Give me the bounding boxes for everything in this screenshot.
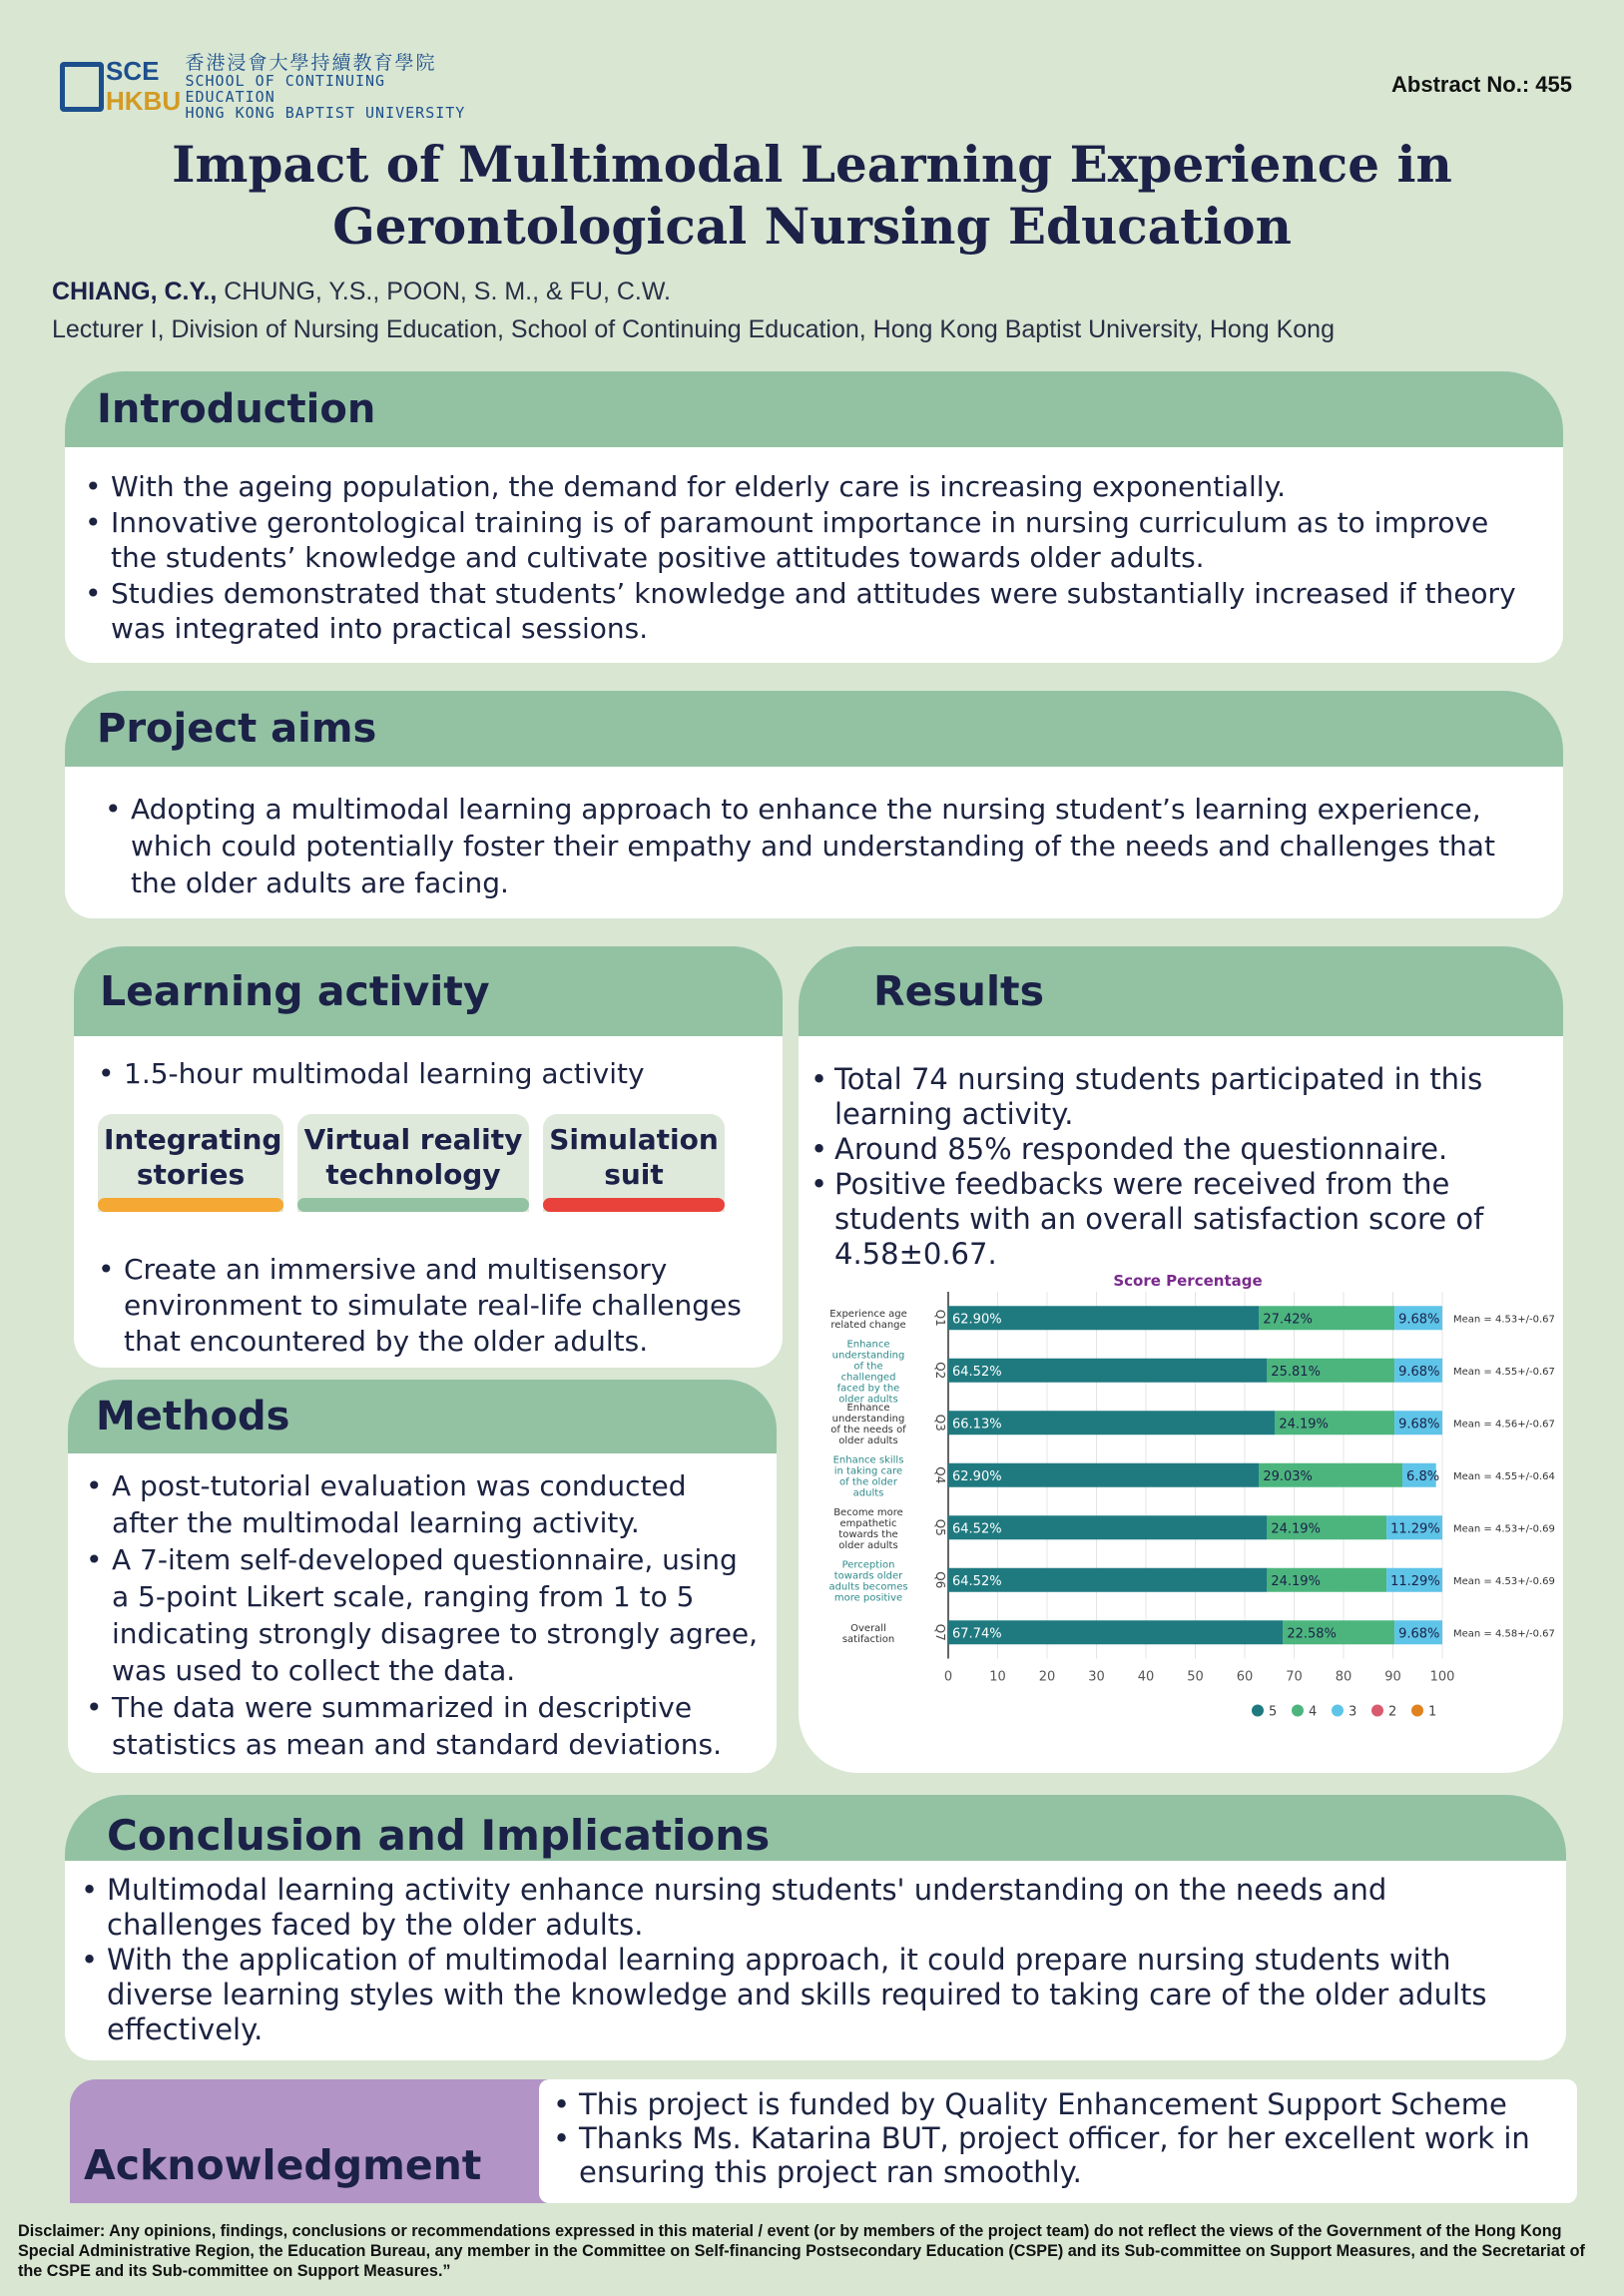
conclusion-bullet: • With the application of multimodal learning approach, it could prepare nursing students with diverse learning styles with the knowledge and skills required to taking care of the older adults effectively. (81, 1943, 1544, 2047)
results-bullet: • Around 85% responded the questionnaire. (811, 1132, 1539, 1167)
learning-activity-body (74, 1036, 783, 1368)
category-label: Become more empathetic towards the older adults (833, 1506, 903, 1551)
x-tick-label: 0 (943, 1669, 953, 1685)
category-label: Perception towards older adults becomes more positive (828, 1559, 908, 1604)
acknowledgment-bullet: • Thanks Ms. Katarina BUT, project officer, for her excellent work in ensuring this project ran smoothly. (553, 2121, 1563, 2189)
question-code: Q7 (933, 1623, 947, 1641)
data-label: 66.13% (952, 1417, 1002, 1433)
data-label: 27.42% (1263, 1312, 1313, 1328)
question-code: Q2 (933, 1362, 947, 1380)
affiliation: Lecturer I, Division of Nursing Education, School of Continuing Education, Hong Kong Baptist University, Hong Kong (52, 315, 1335, 343)
question-code: Q1 (933, 1309, 947, 1327)
methods-bullet: • A 7-item self-developed questionnaire, using a 5-point Likert scale, ranging from 1 to 5 indicating strongly disagree to strongly agree, was used to collect the data. (86, 1541, 761, 1689)
data-label: 11.29% (1390, 1521, 1440, 1537)
data-label: 9.68% (1398, 1417, 1440, 1433)
data-label: 22.58% (1287, 1626, 1337, 1642)
methods-bullet: • The data were summarized in descriptive statistics as mean and standard deviations. (86, 1689, 761, 1763)
legend-label: 2 (1388, 1704, 1397, 1720)
introduction-section (65, 371, 1563, 663)
mean-label: Mean = 4.53+/-0.69 (1453, 1523, 1555, 1535)
legend-label: 3 (1349, 1704, 1357, 1720)
score-percentage-chart (799, 1272, 1563, 1751)
poster-title-line2: Gerontological Nursing Education (332, 197, 1292, 256)
pill-color-bar (98, 1198, 283, 1212)
activity-components (98, 1114, 759, 1212)
learning-activity-section (74, 946, 783, 1368)
data-label: 24.19% (1271, 1521, 1321, 1537)
co-authors: CHUNG, Y.S., POON, S. M., & FU, C.W. (217, 278, 671, 305)
poster-title-line1: Impact of Multimodal Learning Experience in (172, 135, 1452, 194)
pill-label: Virtual reality technology (303, 1123, 523, 1191)
data-label: 11.29% (1390, 1573, 1440, 1589)
acknowledgment-bullet: • This project is funded by Quality Enhancement Support Scheme (553, 2087, 1563, 2121)
data-label: 64.52% (952, 1364, 1002, 1380)
introduction-bullet: • With the ageing population, the demand for elderly care is increasing exponentially. (85, 469, 1543, 505)
x-tick-label: 80 (1335, 1669, 1353, 1685)
legend-label: 4 (1309, 1704, 1318, 1720)
methods-section (68, 1380, 777, 1773)
category-label: Enhance understanding of the challenged faced by the older adults (831, 1339, 905, 1406)
introduction-heading: Introduction (65, 371, 1563, 447)
book-icon (60, 62, 104, 112)
mean-label: Mean = 4.55+/-0.67 (1453, 1366, 1555, 1378)
x-tick-label: 40 (1137, 1669, 1155, 1685)
data-label: 9.68% (1398, 1312, 1440, 1328)
conclusion-section (65, 1795, 1566, 2060)
results-bullet: • Total 74 nursing students participated in this learning activity. (811, 1062, 1539, 1132)
category-label: Enhance understanding of the needs of older adults (830, 1402, 906, 1446)
chart-title: Score Percentage (1113, 1272, 1263, 1290)
project-aims-heading: Project aims (65, 691, 1563, 767)
data-label: 29.03% (1263, 1468, 1313, 1484)
logo-sce-text: SCE (106, 56, 160, 86)
methods-heading: Methods (68, 1380, 777, 1453)
mean-label: Mean = 4.56+/-0.67 (1453, 1419, 1555, 1431)
methods-bullet: • A post-tutorial evaluation was conducted after the multimodal learning activity. (86, 1467, 761, 1541)
data-label: 64.52% (952, 1573, 1002, 1589)
poster-title (0, 134, 1624, 258)
x-tick-label: 70 (1286, 1669, 1303, 1685)
results-bullet: • Positive feedbacks were received from the students with an overall satisfaction score of 4.58±0.67. (811, 1167, 1539, 1272)
acknowledgment-body (539, 2079, 1577, 2203)
mean-label: Mean = 4.53+/-0.69 (1453, 1575, 1555, 1587)
conclusion-bullet: • Multimodal learning activity enhance nursing students' understanding on the needs and challenges faced by the older adults. (81, 1873, 1544, 1943)
pill-color-bar (297, 1198, 529, 1212)
results-section (799, 946, 1563, 1773)
mean-label: Mean = 4.55+/-0.64 (1453, 1470, 1555, 1482)
x-tick-label: 50 (1187, 1669, 1204, 1685)
learning-activity-bullet: • 1.5-hour multimodal learning activity (98, 1056, 759, 1092)
disclaimer: Disclaimer: Any opinions, findings, conclusions or recommendations expressed in this material / event (or by members of the project team) do not reflect the views of the Government of the Hong Kong Special Administrative Region, the Education Bureau, any member in the Committee on Self-financing Postsecondary Education (CSPE) and its Sub-committee on Support Measures, and the Secretariat of the CSPE and its Sub-committee on Support Measures.” (18, 2222, 1585, 2280)
question-code: Q3 (933, 1414, 947, 1432)
mean-label: Mean = 4.53+/-0.67 (1453, 1314, 1555, 1326)
logo-english-line2: HONG KONG BAPTIST UNIVERSITY (185, 103, 466, 122)
mean-label: Mean = 4.58+/-0.67 (1453, 1628, 1555, 1640)
data-label: 24.19% (1279, 1417, 1329, 1433)
data-label: 9.68% (1398, 1364, 1440, 1380)
legend-swatch (1292, 1705, 1304, 1717)
x-tick-label: 30 (1088, 1669, 1105, 1685)
pill-label: Simulation suit (549, 1123, 719, 1191)
legend-swatch (1252, 1705, 1264, 1717)
question-code: Q5 (933, 1518, 947, 1536)
x-tick-label: 100 (1429, 1669, 1455, 1685)
data-label: 64.52% (952, 1521, 1002, 1537)
x-tick-label: 10 (989, 1669, 1006, 1685)
pill-color-bar (543, 1198, 725, 1212)
logo-mark (60, 56, 182, 120)
data-label: 24.19% (1271, 1573, 1321, 1589)
category-label: Enhance skills in taking care of the older adults (832, 1454, 904, 1499)
pill-virtual-reality (297, 1114, 529, 1212)
logo-text (185, 54, 479, 121)
project-aims-section (65, 691, 1563, 918)
introduction-bullet: • Studies demonstrated that students’ knowledge and attitudes were substantially increased if theory was integrated into practical sessions. (85, 576, 1543, 647)
x-tick-label: 20 (1038, 1669, 1056, 1685)
x-tick-label: 60 (1236, 1669, 1254, 1685)
results-heading: Results (799, 946, 1563, 1036)
conclusion-body (65, 1861, 1566, 2060)
logo-english-line1: SCHOOL OF CONTINUING EDUCATION (185, 72, 386, 107)
data-label: 9.68% (1398, 1626, 1440, 1642)
pill-label: Integrating stories (104, 1123, 282, 1191)
logo-hkbu-text: HKBU (106, 86, 182, 116)
pill-simulation-suit (543, 1114, 725, 1212)
results-body (799, 1036, 1563, 1773)
legend-swatch (1332, 1705, 1344, 1717)
data-label: 62.90% (952, 1468, 1002, 1484)
category-label: Experience age related change (829, 1308, 907, 1331)
introduction-bullet: • Innovative gerontological training is of paramount importance in nursing curriculum as to improve the students’ knowledge and cultivate positive attitudes towards older adults. (85, 505, 1543, 576)
data-label: 25.81% (1271, 1364, 1321, 1380)
abstract-number: Abstract No.: 455 (1391, 72, 1572, 97)
pill-integrating-stories (98, 1114, 283, 1212)
logo-chinese-name: 香港浸會大學持續教育學院 (185, 52, 437, 75)
category-label: Overall satifaction (841, 1622, 895, 1645)
introduction-body (65, 447, 1563, 663)
question-code: Q6 (933, 1571, 947, 1589)
authors (52, 278, 671, 306)
x-tick-label: 90 (1384, 1669, 1401, 1685)
acknowledgment-heading: Acknowledgment (70, 2079, 549, 2203)
legend-swatch (1371, 1705, 1383, 1717)
data-label: 67.74% (952, 1626, 1002, 1642)
data-label: 6.8% (1406, 1468, 1440, 1484)
learning-activity-bullet: • Create an immersive and multisensory environment to simulate real-life challenges that encountered by the older adults. (98, 1252, 759, 1360)
project-aims-body (65, 767, 1563, 918)
methods-body (68, 1453, 777, 1773)
conclusion-heading: Conclusion and Implications (65, 1795, 1566, 1861)
sce-hkbu-logo (60, 52, 479, 122)
legend-label: 5 (1269, 1704, 1278, 1720)
question-code: Q4 (933, 1466, 947, 1484)
project-aims-bullet: • Adopting a multimodal learning approach to enhance the nursing student’s learning experience, which could potentially foster their empathy and understanding of the needs and challenges that the older adults are facing. (105, 791, 1523, 901)
legend-label: 1 (1428, 1704, 1437, 1720)
legend-swatch (1411, 1705, 1423, 1717)
data-label: 62.90% (952, 1312, 1002, 1328)
learning-activity-heading: Learning activity (74, 946, 783, 1036)
lead-author: CHIANG, C.Y., (52, 278, 218, 305)
